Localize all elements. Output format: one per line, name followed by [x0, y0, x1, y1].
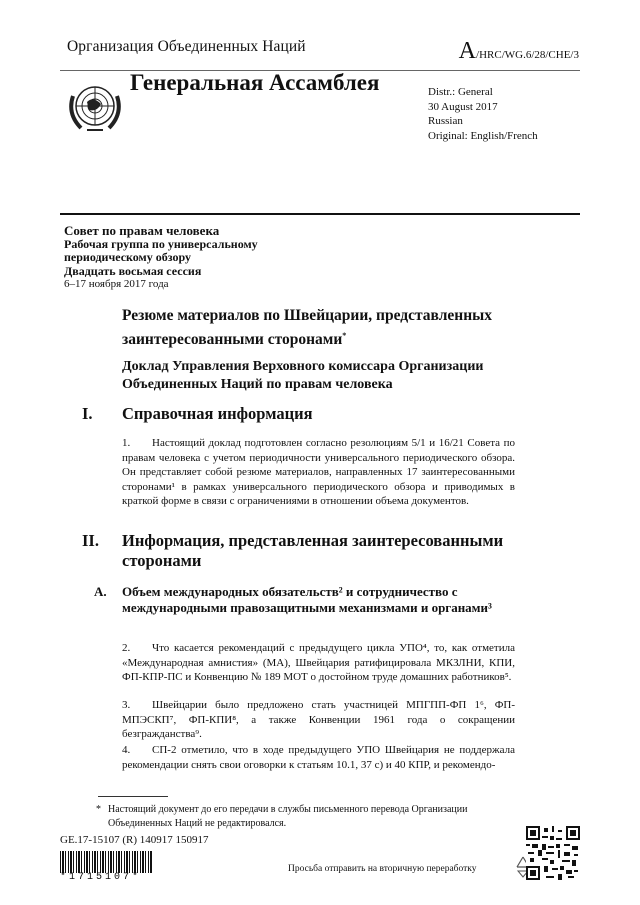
title-footnote-marker[interactable]: *	[342, 331, 347, 340]
recycle-text: Просьба отправить на вторичную переработку	[288, 864, 477, 874]
subsection-title: Объем международных обязательств² и сотрудничество с международными правозащитными механизмами и органами³	[122, 584, 492, 615]
un-emblem-icon	[65, 78, 125, 138]
footnote	[96, 803, 528, 830]
distribution-block	[428, 85, 538, 143]
document-symbol	[459, 38, 579, 65]
footnote-text: Настоящий документ до его передачи в службы письменного перевода Организации Объединенных Наций не редактировался.	[108, 804, 468, 829]
language: Russian	[428, 115, 463, 127]
working-group-line1: Рабочая группа по универсальному	[64, 236, 258, 251]
symbol-rest: /HRC/WG.6/28/CHE/3	[476, 49, 579, 61]
section-heading-2	[82, 531, 562, 573]
subsection-number: A.	[94, 584, 107, 599]
session: Двадцать восьмая сессия	[64, 263, 202, 278]
footnote-marker: *	[96, 804, 101, 815]
barcode-icon	[60, 851, 152, 873]
paragraph-4: 4. СП-2 отметило, что в ходе предыдущего УПО Швейцария не поддержала рекомендации снять свои оговорки к статьям 10.1, 37 с) и 40 КПР, и рекомендо-	[122, 744, 515, 771]
footnote-rule	[98, 796, 168, 797]
paragraph-3: 3. Швейцарии было предложено стать участницей МПГПП-ФП 1⁶, ФП-МПЭСКП⁷, ФП-КПИ⁸, а также Конвенции 1961 года о сокращении безгражданства⁹.	[122, 699, 515, 740]
qr-code-icon	[526, 826, 580, 880]
paragraph-2: 2. Что касается рекомендаций с предыдущего цикла УПО⁴, то, как отметила «Международная амнистия» (МА), Швейцария ратифицировала МКЗЛНИ, КПИ, ФП-КПР-ПС и Конвенцию № 189 МОТ о достойном труде домашних работников⁵.	[122, 642, 515, 683]
job-reference: GE.17-15107 (R) 140917 150917	[60, 834, 209, 846]
symbol-prefix: A	[458, 38, 477, 64]
assembly-title: Генеральная Ассамблея	[130, 70, 380, 95]
issue-date: 30 August 2017	[428, 100, 498, 113]
organization-name: Организация Объединенных Наций	[67, 38, 306, 55]
council-name: Совет по правам человека	[64, 223, 220, 238]
distr-general: Distr.: General	[428, 86, 493, 98]
subsection-heading-a	[94, 584, 524, 634]
section-number: I.	[82, 404, 93, 423]
section-number: II.	[82, 531, 99, 550]
title-line2: заинтересованными сторонами	[122, 331, 343, 349]
title-line1: Резюме материалов по Швейцарии, представленных	[122, 307, 492, 324]
session-dates: 6–17 ноября 2017 года	[64, 278, 169, 290]
header-bottom-rule	[60, 213, 580, 215]
section-title: Справочная информация	[122, 404, 313, 423]
subtitle-line2: Объединенных Наций по правам человека	[122, 377, 393, 392]
barcode-number: *1715107*	[60, 872, 142, 883]
paragraph-1: 1. Настоящий доклад подготовлен согласно резолюциям 5/1 и 16/21 Совета по правам человека с учетом периодичности универсального периодического обзора. Он представляет собой резюме материалов, направленных 17 заинтересованными сторонами¹ в рамках универсального периодического обзора и приводимых в краткой форме в связи с ограничениями в отношении объема документов.	[122, 437, 515, 507]
original-language: Original: English/French	[428, 129, 538, 142]
council-block	[64, 224, 258, 292]
working-group-line2: периодическому обзору	[64, 250, 192, 264]
section-heading-1	[82, 404, 562, 426]
subtitle-line1: Доклад Управления Верховного комиссара Организации	[122, 359, 484, 374]
section-title: Информация, представленная заинтересованными сторонами	[122, 531, 504, 570]
document-subtitle	[122, 358, 483, 394]
document-title	[122, 306, 492, 350]
